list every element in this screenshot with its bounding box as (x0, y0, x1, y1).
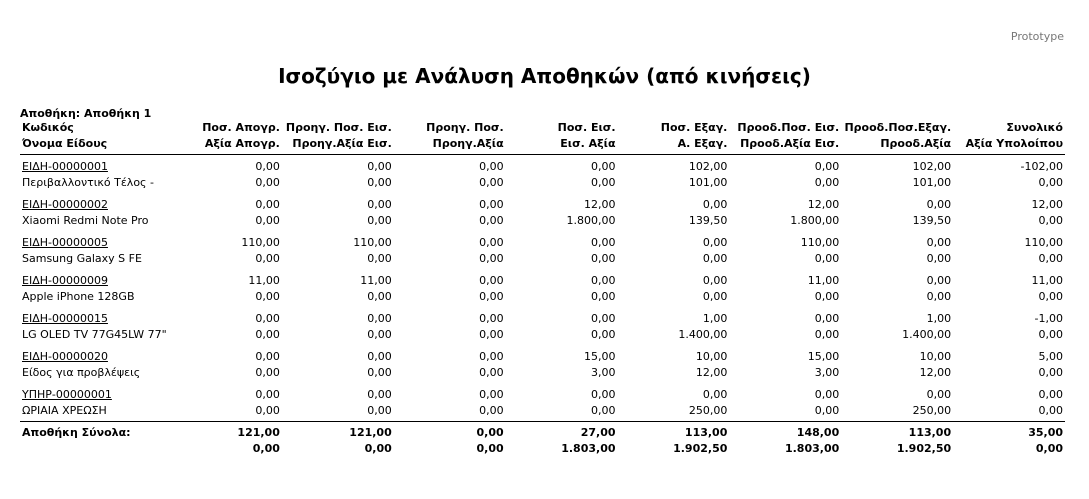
total-value: 1.803,00 (561, 442, 616, 455)
item-value-cell: 0,00 (394, 403, 506, 422)
total-qty: 121,00 (349, 426, 392, 439)
item-code-cell (20, 231, 170, 251)
item-qty-cell: 0,00 (367, 350, 392, 363)
item-value-cell: 1.800,00 (566, 214, 616, 227)
item-code-cell (20, 307, 170, 327)
item-qty-cell: 1,00 (926, 312, 952, 325)
item-value-cell: 139,50 (688, 214, 728, 227)
header-code: Κωδικός (22, 121, 74, 134)
header-balance-value: Αξία Υπολοίπου (953, 136, 1065, 155)
item-value-cell: 0,00 (255, 328, 280, 341)
item-qty-cell: 0,00 (702, 236, 728, 249)
item-value-cell: 0,00 (479, 290, 504, 303)
item-qty-cell: 102,00 (688, 160, 728, 173)
total-value: 0,00 (252, 442, 280, 455)
item-value-cell: 0,00 (591, 176, 616, 189)
item-qty-cell: 12,00 (584, 198, 616, 211)
item-qty-cell: -102,00 (1020, 160, 1063, 173)
item-qty-cell: 0,00 (702, 198, 728, 211)
item-qty-cell: 0,00 (255, 312, 280, 325)
item-row-value (20, 175, 1065, 193)
item-row-qty (20, 383, 1065, 403)
item-value-cell: 250,00 (841, 403, 953, 422)
item-value-cell: 0,00 (1038, 176, 1063, 189)
item-qty-cell: 0,00 (255, 350, 280, 363)
item-code-cell (20, 345, 170, 365)
item-value-cell: 0,00 (729, 403, 841, 422)
item-value-cell: 0,00 (479, 252, 504, 265)
item-name: Apple iPhone 128GB (22, 290, 135, 303)
item-code-link[interactable]: ΕΙΔΗ-00000009 (22, 274, 108, 287)
item-qty-cell: 0,00 (255, 160, 280, 173)
item-qty-cell: 0,00 (255, 388, 280, 401)
header-in-value: Εισ. Αξία (506, 136, 618, 155)
item-value-cell: 0,00 (814, 290, 840, 303)
item-row-qty (20, 193, 1065, 213)
item-code-link[interactable]: ΕΙΔΗ-00000005 (22, 236, 108, 249)
item-qty-cell: 0,00 (367, 160, 392, 173)
item-name: LG OLED TV 77G45LW 77" (22, 328, 167, 341)
item-qty-cell: 0,00 (702, 274, 728, 287)
item-value-cell: 101,00 (912, 176, 952, 189)
item-value-cell: 0,00 (1038, 290, 1063, 303)
header-row-2 (20, 136, 1065, 155)
item-qty-cell: 10,00 (919, 350, 952, 363)
item-value-cell: 0,00 (367, 214, 392, 227)
item-qty-cell: 110,00 (800, 236, 840, 249)
item-code-link[interactable]: ΕΙΔΗ-00000015 (22, 312, 108, 325)
item-code-cell (20, 269, 170, 289)
item-value-cell: 0,00 (591, 290, 616, 303)
item-qty-cell: 0,00 (367, 312, 392, 325)
report-title: Ισοζύγιο με Ανάλυση Αποθηκών (από κινήσεις) (278, 64, 811, 88)
header-in-qty: Ποσ. Εισ. (557, 121, 616, 134)
item-name: ΩΡΙΑΙΑ ΧΡΕΩΣΗ (20, 403, 170, 422)
item-value-cell: 0,00 (255, 252, 280, 265)
item-qty-cell: 15,00 (584, 350, 616, 363)
header-prev-in-value: Προηγ.Αξία Εισ. (282, 136, 394, 155)
item-value-cell: 0,00 (170, 403, 282, 422)
item-qty-cell: 0,00 (926, 388, 952, 401)
item-value-cell: 0,00 (255, 290, 280, 303)
total-value: 0,00 (476, 442, 504, 455)
total-qty: 113,00 (908, 426, 952, 439)
item-qty-cell: 12,00 (807, 198, 840, 211)
total-value: 1.902,50 (896, 442, 952, 455)
item-name: Samsung Galaxy S FE (22, 252, 142, 265)
header-row-1 (20, 120, 1065, 136)
total-value: 0,00 (364, 442, 392, 455)
item-value-cell: 0,00 (1038, 366, 1063, 379)
item-value-cell: 0,00 (367, 366, 392, 379)
item-value-cell: 0,00 (255, 176, 280, 189)
total-qty: 35,00 (1028, 426, 1063, 439)
item-value-cell: 101,00 (688, 176, 728, 189)
item-value-cell: 1.400,00 (678, 328, 728, 341)
header-out-value: Α. Εξαγ. (618, 136, 730, 155)
total-qty: 121,00 (237, 426, 280, 439)
header-item-name: Όνομα Είδους (20, 136, 170, 155)
item-code-link[interactable]: ΥΠΗΡ-00000001 (22, 388, 112, 401)
item-value-cell: 0,00 (1038, 214, 1063, 227)
total-qty: 148,00 (796, 426, 840, 439)
item-qty-cell: 0,00 (1038, 388, 1063, 401)
item-qty-cell: 15,00 (807, 350, 840, 363)
item-value-cell: 0,00 (926, 252, 952, 265)
item-value-cell: 0,00 (702, 290, 728, 303)
item-qty-cell: 10,00 (695, 350, 728, 363)
header-inv-qty: Ποσ. Απογρ. (202, 121, 280, 134)
item-qty-cell: 110,00 (353, 236, 392, 249)
item-value-cell: 0,00 (506, 403, 618, 422)
item-qty-cell: 0,00 (255, 198, 280, 211)
item-value-cell: 0,00 (255, 366, 280, 379)
item-qty-cell: 0,00 (479, 350, 504, 363)
item-qty-cell: 0,00 (479, 198, 504, 211)
item-row-value (20, 213, 1065, 231)
item-qty-cell: 11,00 (248, 274, 280, 287)
item-name: Xiaomi Redmi Note Pro (22, 214, 149, 227)
report-body (20, 107, 1065, 457)
total-value: 1.803,00 (784, 442, 840, 455)
item-value-cell: 0,00 (591, 328, 616, 341)
item-value-cell: 0,00 (814, 176, 840, 189)
item-value-cell: 0,00 (591, 252, 616, 265)
header-prev-qty: Προηγ. Ποσ. (426, 121, 504, 134)
item-value-cell: 139,50 (912, 214, 952, 227)
item-code-cell (20, 383, 170, 403)
item-qty-cell: 0,00 (591, 388, 616, 401)
item-qty-cell: 1,00 (702, 312, 728, 325)
item-qty-cell: 110,00 (241, 236, 280, 249)
totals-row-qty (20, 422, 1065, 442)
item-row-value (20, 251, 1065, 269)
total-value: 0,00 (1035, 442, 1063, 455)
item-qty-cell: 0,00 (591, 236, 616, 249)
item-value-cell: 0,00 (702, 252, 728, 265)
item-qty-cell: 0,00 (702, 388, 728, 401)
item-name: Είδος για προβλέψεις (22, 366, 141, 379)
item-value-cell: 3,00 (591, 366, 616, 379)
item-row-qty (20, 155, 1065, 176)
item-qty-cell: -1,00 (1034, 312, 1063, 325)
item-qty-cell: 11,00 (807, 274, 840, 287)
item-code-link[interactable]: ΕΙΔΗ-00000020 (22, 350, 108, 363)
item-value-cell: 0,00 (282, 403, 394, 422)
item-code-link[interactable]: ΕΙΔΗ-00000001 (22, 160, 108, 173)
item-row-value (20, 327, 1065, 345)
header-prog-value: Προοδ.Αξία (841, 136, 953, 155)
item-qty-cell: 0,00 (479, 388, 504, 401)
item-value-cell: 1.400,00 (902, 328, 952, 341)
prototype-label: Prototype (1010, 30, 1064, 43)
header-prev-in-qty: Προηγ. Ποσ. Εισ. (285, 121, 392, 134)
item-value-cell: 0,00 (1038, 328, 1063, 341)
item-value-cell: 0,00 (814, 328, 840, 341)
item-value-cell: 0,00 (367, 290, 392, 303)
totals-label: Αποθήκη Σύνολα: (22, 426, 131, 439)
item-value-cell: 0,00 (1038, 252, 1063, 265)
item-name: Περιβαλλοντικό Τέλος - (22, 176, 154, 189)
item-row-value (20, 289, 1065, 307)
total-qty: 27,00 (580, 426, 616, 439)
item-qty-cell: 5,00 (1038, 350, 1063, 363)
item-value-cell: 0,00 (479, 176, 504, 189)
item-value-cell: 0,00 (814, 252, 840, 265)
item-qty-cell: 0,00 (367, 388, 392, 401)
item-qty-cell: 0,00 (367, 198, 392, 211)
item-value-cell: 1.800,00 (790, 214, 840, 227)
item-row-qty (20, 231, 1065, 251)
item-qty-cell: 0,00 (926, 236, 952, 249)
item-qty-cell: 0,00 (479, 312, 504, 325)
item-value-cell: 0,00 (926, 290, 952, 303)
item-qty-cell: 0,00 (479, 274, 504, 287)
item-value-cell: 0,00 (367, 176, 392, 189)
item-qty-cell: 0,00 (591, 160, 616, 173)
header-out-qty: Ποσ. Εξαγ. (660, 121, 728, 134)
item-qty-cell: 0,00 (814, 160, 840, 173)
item-value-cell: 0,00 (367, 328, 392, 341)
item-value-cell: 12,00 (695, 366, 728, 379)
item-value-cell: 0,00 (479, 328, 504, 341)
header-inv-value: Αξία Απογρ. (170, 136, 282, 155)
item-qty-cell: 11,00 (360, 274, 392, 287)
item-value-cell: 0,00 (255, 214, 280, 227)
item-code-cell (20, 155, 170, 176)
item-qty-cell: 110,00 (1024, 236, 1063, 249)
header-prog-in-value: Προοδ.Αξία Εισ. (729, 136, 841, 155)
balance-table (20, 120, 1065, 457)
item-row-qty (20, 269, 1065, 289)
item-qty-cell: 0,00 (479, 236, 504, 249)
item-code-cell (20, 193, 170, 213)
item-value-cell: 0,00 (953, 403, 1065, 422)
item-value-cell: 0,00 (479, 366, 504, 379)
header-total: Συνολικό (1006, 121, 1063, 134)
item-row-qty (20, 307, 1065, 327)
total-qty: 0,00 (476, 426, 504, 439)
item-row-value (20, 403, 1065, 422)
item-qty-cell: 102,00 (912, 160, 952, 173)
header-prev-value: Προηγ.Αξία (394, 136, 506, 155)
item-row-value (20, 365, 1065, 383)
item-row-qty (20, 345, 1065, 365)
warehouse-label: Αποθήκη: Αποθήκη 1 (20, 107, 152, 120)
item-value-cell: 12,00 (919, 366, 952, 379)
total-value: 1.902,50 (673, 442, 728, 455)
item-qty-cell: 0,00 (814, 312, 840, 325)
item-qty-cell: 0,00 (591, 312, 616, 325)
item-code-link[interactable]: ΕΙΔΗ-00000002 (22, 198, 108, 211)
totals-spacer (20, 441, 170, 457)
item-value-cell: 0,00 (367, 252, 392, 265)
item-qty-cell: 0,00 (926, 274, 952, 287)
item-qty-cell: 0,00 (591, 274, 616, 287)
item-qty-cell: 0,00 (479, 160, 504, 173)
totals-row-value (20, 441, 1065, 457)
item-qty-cell: 0,00 (814, 388, 840, 401)
header-prog-in-qty: Προοδ.Ποσ. Εισ. (737, 121, 840, 134)
item-qty-cell: 12,00 (1031, 198, 1063, 211)
item-qty-cell: 11,00 (1031, 274, 1063, 287)
header-prog-out-qty: Προοδ.Ποσ.Εξαγ. (844, 121, 952, 134)
item-qty-cell: 0,00 (926, 198, 952, 211)
item-value-cell: 250,00 (618, 403, 730, 422)
total-qty: 113,00 (684, 426, 728, 439)
item-value-cell: 3,00 (814, 366, 840, 379)
item-value-cell: 0,00 (479, 214, 504, 227)
